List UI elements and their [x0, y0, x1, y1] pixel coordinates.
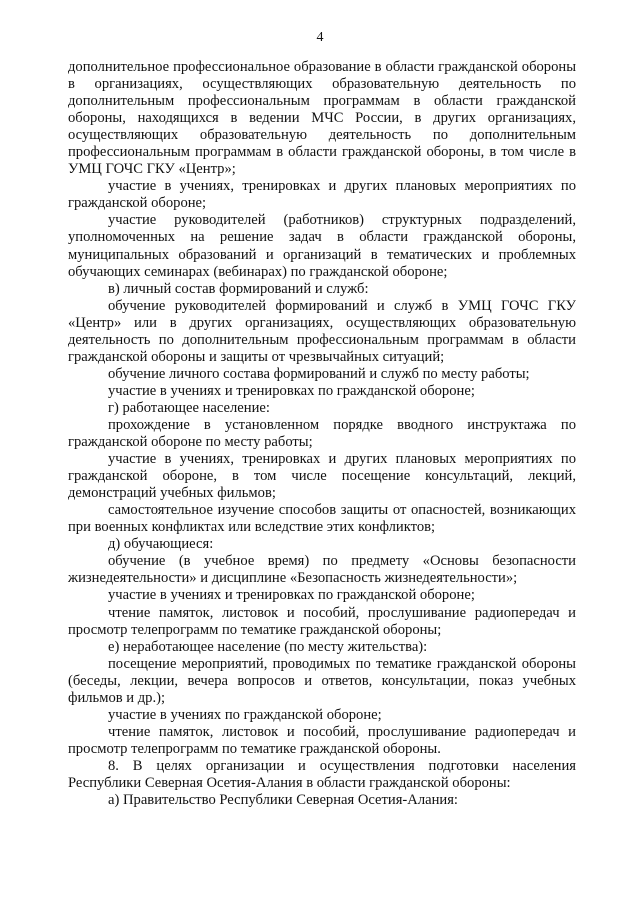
paragraph: дополнительное профессиональное образование в области гражданской обороны в организациях, осуществляющих образовательную деятельность по дополнительным профессиональным программам в области гражданской обороны, находящихся в ведении МЧС России, в других организациях, осуществляющих образовательную деятельность по дополнительным профессиональным программам в области гражданской обороны, в том числе в УМЦ ГОЧС ГКУ «Центр»;	[68, 59, 576, 178]
paragraph: участие в учениях по гражданской обороне;	[108, 706, 382, 723]
paragraph: обучение руководителей формирований и служб в УМЦ ГОЧС ГКУ «Центр» или в других организациях, осуществляющих образовательную деятельность по дополнительным профессиональным программам в области гражданской обороны и защиты от чрезвычайных ситуаций;	[68, 297, 576, 365]
paragraph: чтение памяток, листовок и пособий, прослушивание радиопередач и просмотр телепрограмм по тематике гражданской обороны;	[68, 604, 576, 638]
paragraph: посещение мероприятий, проводимых по тематике гражданской обороны (беседы, лекции, вечера вопросов и ответов, консультации, показ учебных фильмов и др.);	[68, 655, 576, 706]
paragraph: участие в учениях, тренировках и других плановых мероприятиях по гражданской обороне;	[68, 178, 576, 212]
paragraph: участие руководителей (работников) структурных подразделений, уполномоченных на решение задач в области гражданской обороны, муниципальных образований и организаций в тематических и проблемных обучающих семинарах (вебинарах) по гражданской обороне;	[68, 212, 576, 280]
paragraph: участие в учениях и тренировках по гражданской обороне;	[108, 382, 475, 399]
document-body	[68, 59, 576, 809]
paragraph: г) работающее население:	[108, 399, 270, 416]
paragraph: в) личный состав формирований и служб:	[108, 280, 369, 297]
page-number: 4	[316, 30, 324, 45]
paragraph: чтение памяток, листовок и пособий, прослушивание радиопередач и просмотр телепрограмм по тематике гражданской обороны.	[68, 723, 576, 757]
paragraph: обучение личного состава формирований и служб по месту работы;	[108, 365, 530, 382]
paragraph: участие в учениях, тренировках и других плановых мероприятиях по гражданской обороне, в том числе посещение консультаций, лекций, демонстраций учебных фильмов;	[68, 451, 576, 502]
paragraph: д) обучающиеся:	[108, 536, 214, 553]
paragraph: прохождение в установленном порядке вводного инструктажа по гражданской обороне по месту работы;	[68, 416, 576, 451]
paragraph: 8. В целях организации и осуществления подготовки населения Республики Северная Осетия-Алания в области гражданской обороны:	[68, 757, 576, 791]
paragraph: самостоятельное изучение способов защиты от опасностей, возникающих при военных конфликтах или вследствие этих конфликтов;	[68, 502, 576, 536]
paragraph: а) Правительство Республики Северная Осетия-Алания:	[108, 792, 458, 809]
paragraph: е) неработающее население (по месту жительства):	[108, 638, 428, 655]
paragraph: обучение (в учебное время) по предмету «Основы безопасности жизнедеятельности» и дисциплине «Безопасность жизнедеятельности»;	[68, 553, 576, 587]
paragraph: участие в учениях и тренировках по гражданской обороне;	[108, 587, 475, 604]
